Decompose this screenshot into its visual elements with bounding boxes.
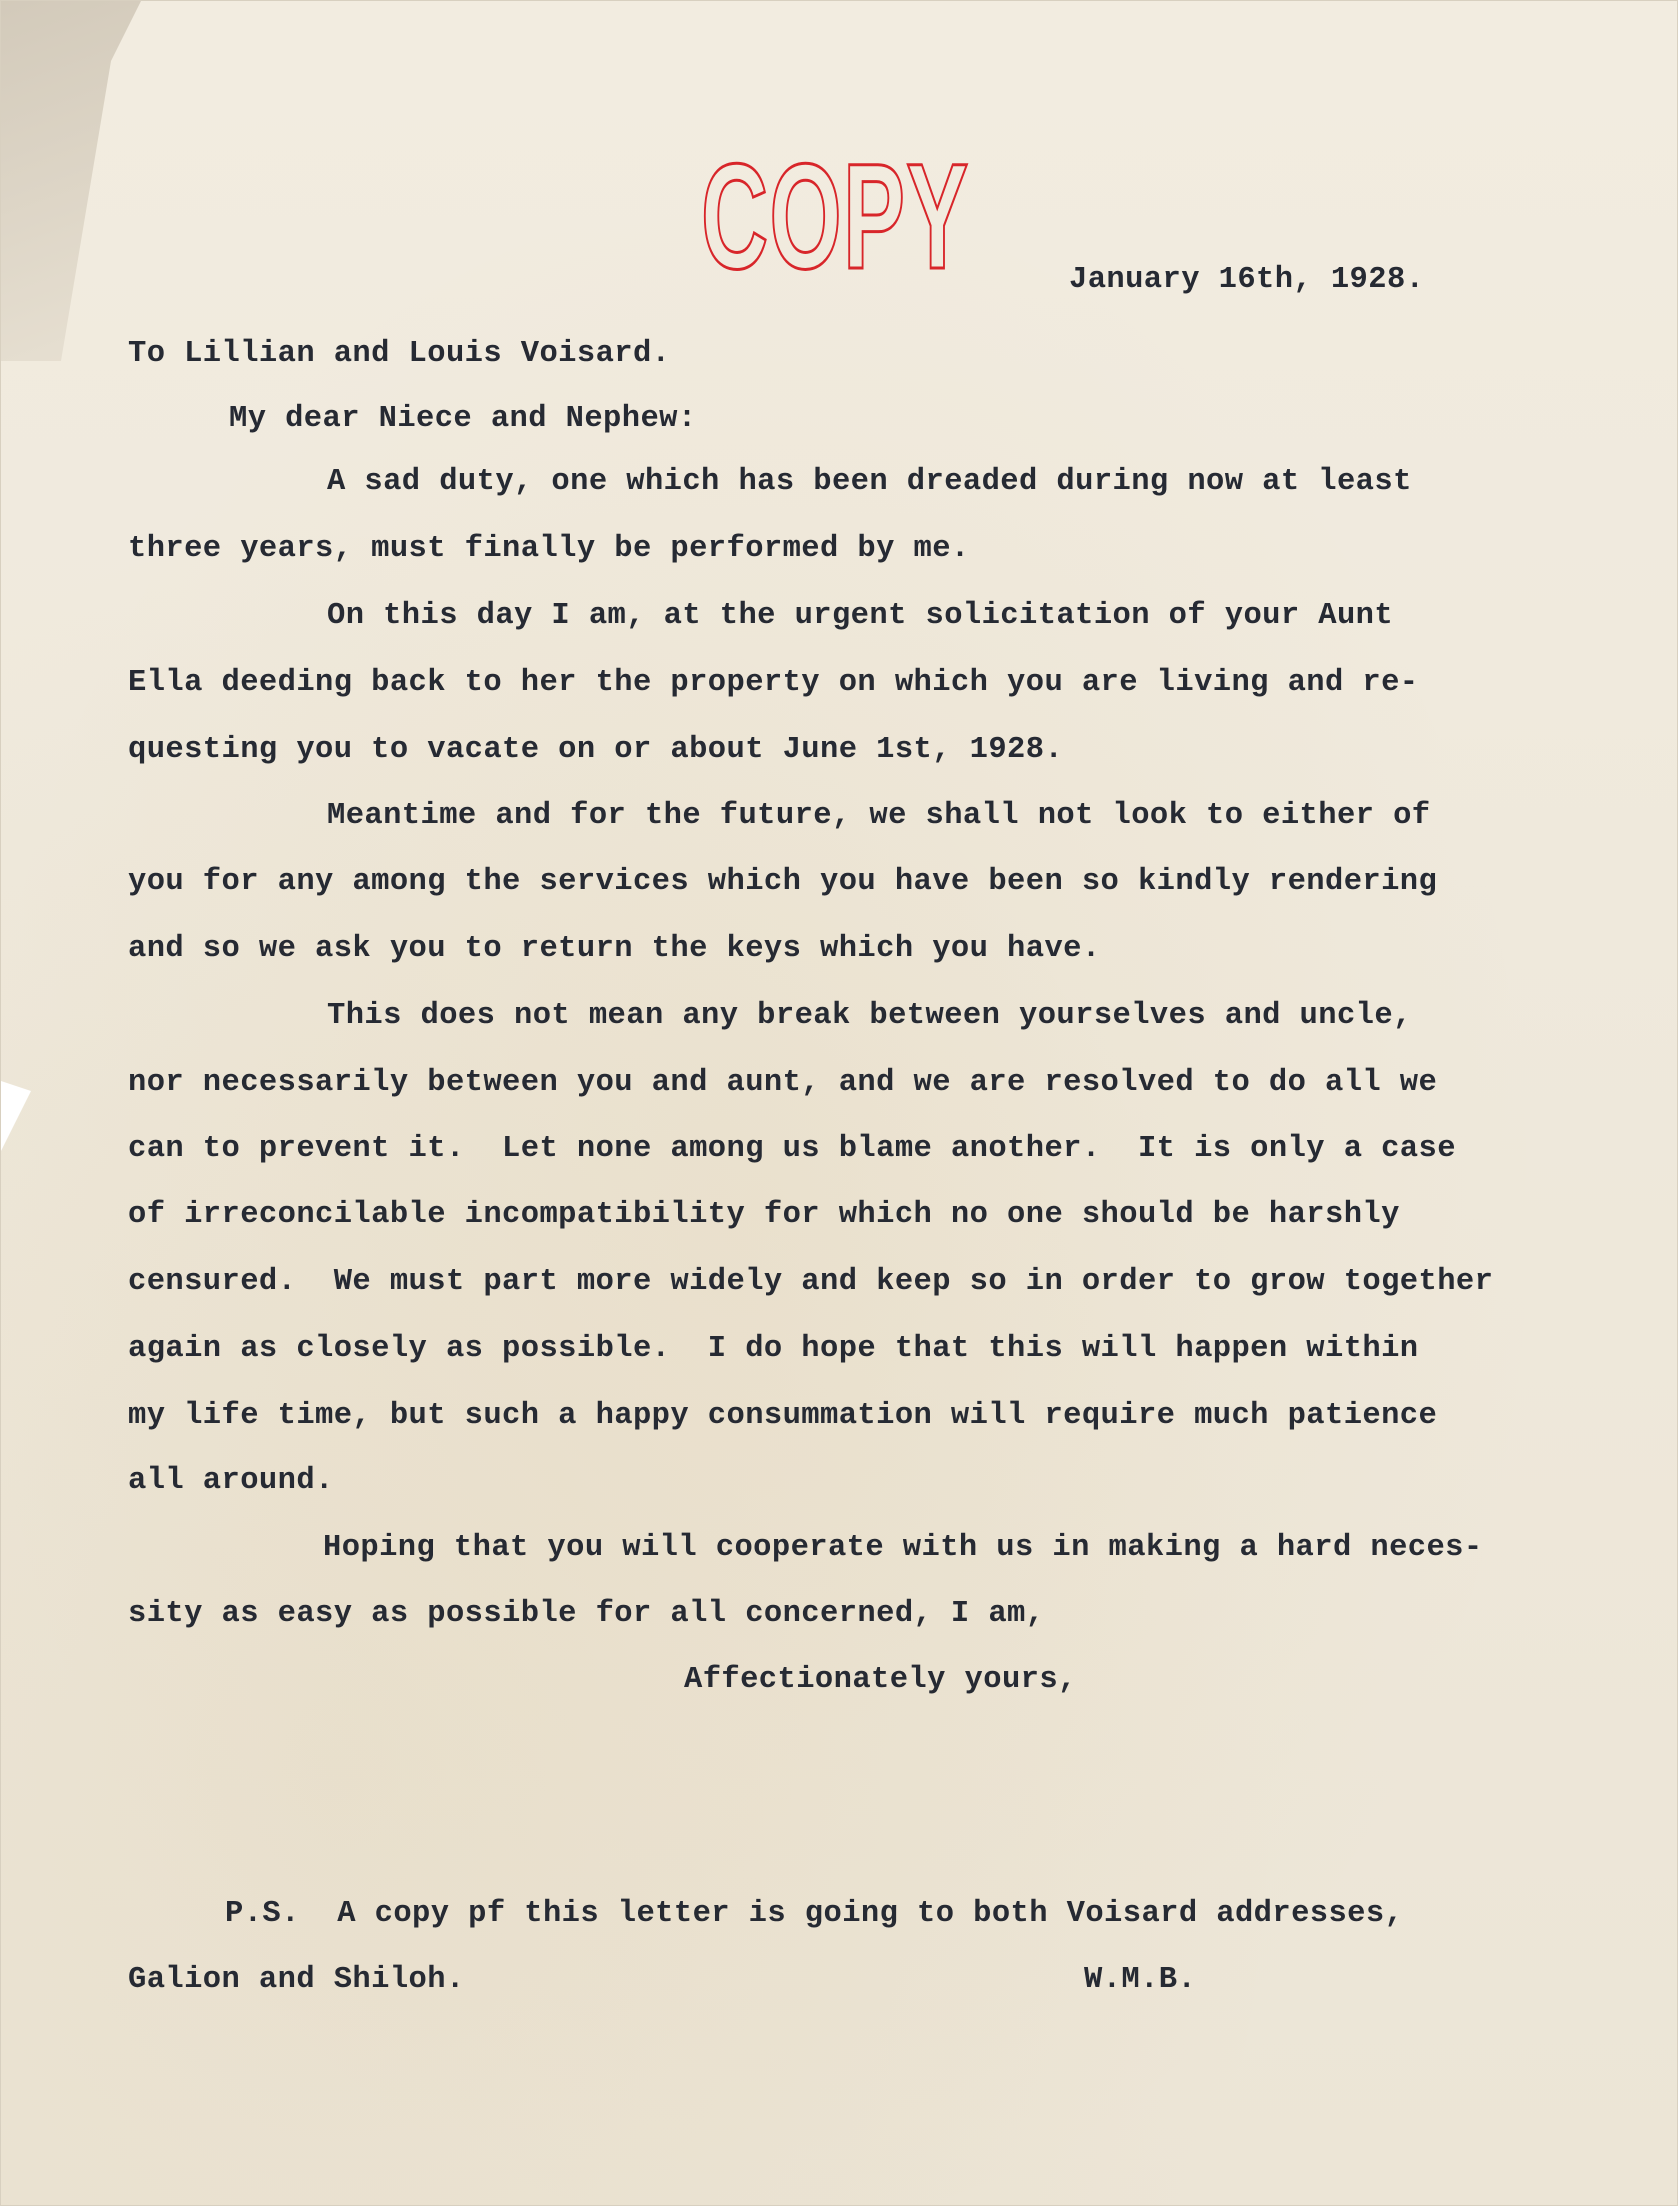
torn-corner <box>1 1 141 361</box>
paragraph-line: This does not mean any break between yourselves and uncle, <box>327 999 1412 1033</box>
paragraph-line: you for any among the services which you have been so kindly rendering <box>128 865 1438 899</box>
paragraph-line: nor necessarily between you and aunt, and we are resolved to do all we <box>128 1066 1438 1100</box>
letter-date: January 16th, 1928. <box>1069 263 1425 297</box>
paragraph-line: Meantime and for the future, we shall not look to either of <box>327 799 1431 833</box>
paragraph-line: all around. <box>128 1464 334 1498</box>
closing: Affectionately yours, <box>684 1663 1077 1697</box>
copy-stamp: COPY <box>701 132 970 300</box>
paragraph-line: questing you to vacate on or about June 1st, 1928. <box>128 733 1064 767</box>
paragraph-line: Ella deeding back to her the property on which you are living and re- <box>128 666 1419 700</box>
initials: W.M.B. <box>1084 1963 1197 1997</box>
paragraph-line: again as closely as possible. I do hope that this will happen within <box>128 1332 1419 1366</box>
paragraph-line: and so we ask you to return the keys which you have. <box>128 932 1101 966</box>
recipient-line: To Lillian and Louis Voisard. <box>128 337 671 371</box>
paragraph-line: Hoping that you will cooperate with us in making a hard neces- <box>323 1531 1483 1565</box>
postscript-line: P.S. A copy pf this letter is going to both Voisard addresses, <box>225 1897 1404 1931</box>
salutation: My dear Niece and Nephew: <box>229 402 697 436</box>
paragraph-line: sity as easy as possible for all concerned, I am, <box>128 1597 1045 1631</box>
paragraph-line: my life time, but such a happy consummation will require much patience <box>128 1399 1438 1433</box>
paragraph-line: three years, must finally be performed by me. <box>128 532 970 566</box>
paragraph-line: can to prevent it. Let none among us blame another. It is only a case <box>128 1132 1456 1166</box>
postscript-line: Galion and Shiloh. <box>128 1963 465 1997</box>
paragraph-line: A sad duty, one which has been dreaded during now at least <box>327 465 1412 499</box>
paragraph-line: censured. We must part more widely and keep so in order to grow together <box>128 1265 1494 1299</box>
paragraph-line: of irreconcilable incompatibility for which no one should be harshly <box>128 1198 1400 1232</box>
paragraph-line: On this day I am, at the urgent solicitation of your Aunt <box>327 599 1394 633</box>
edge-tear <box>1 1081 31 1151</box>
